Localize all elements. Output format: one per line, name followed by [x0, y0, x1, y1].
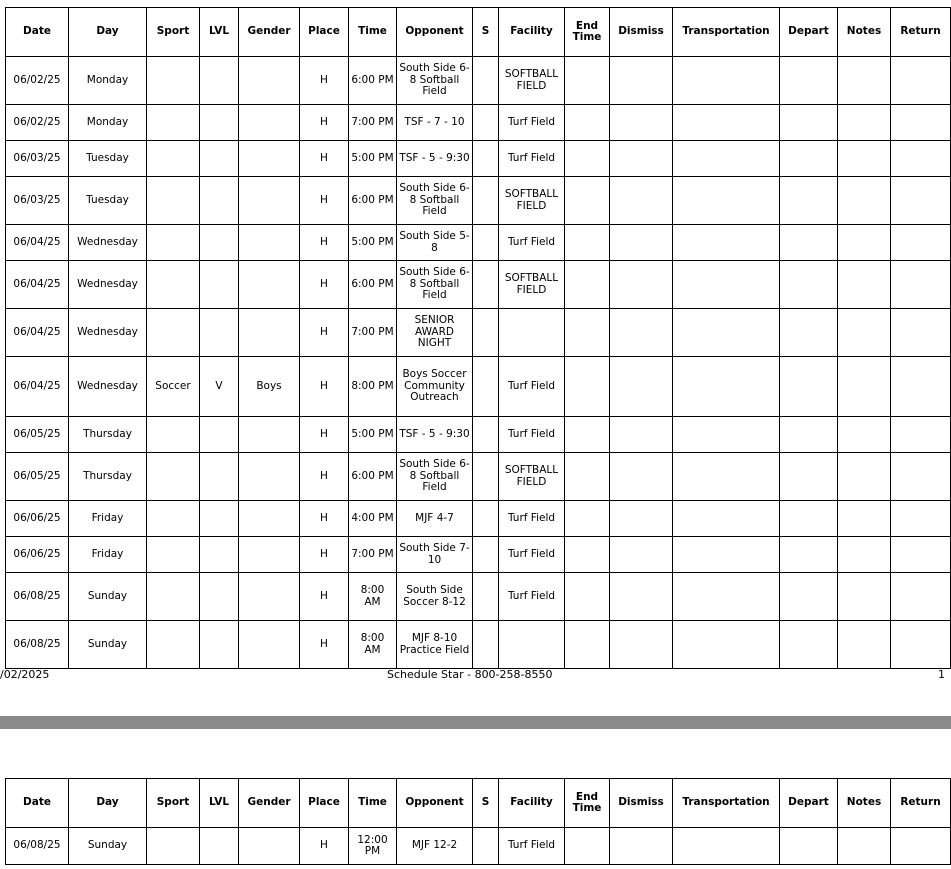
cell-lvl [200, 621, 239, 669]
cell-lvl [200, 105, 239, 141]
cell-end-time [565, 621, 610, 669]
cell-return [891, 141, 951, 177]
cell-lvl [200, 417, 239, 453]
cell-day: Sunday [69, 621, 147, 669]
table-row [6, 177, 951, 225]
column-header-return: Return [891, 779, 951, 828]
cell-facility: Turf Field [499, 417, 565, 453]
cell-time: 6:00 PM [349, 57, 397, 105]
cell-place: H [300, 105, 349, 141]
cell-opponent: South Side 6-8 Softball Field [397, 177, 473, 225]
schedule-table-page-2 [5, 778, 951, 865]
cell-time: 5:00 PM [349, 417, 397, 453]
cell-notes [838, 621, 891, 669]
cell-place: H [300, 828, 349, 865]
cell-day: Friday [69, 501, 147, 537]
cell-time: 12:00 PM [349, 828, 397, 865]
column-header-date: Date [6, 779, 69, 828]
cell-sport [147, 177, 200, 225]
cell-sport [147, 573, 200, 621]
cell-place: H [300, 261, 349, 309]
cell-depart [780, 177, 838, 225]
cell-time: 5:00 PM [349, 141, 397, 177]
cell-time: 6:00 PM [349, 453, 397, 501]
cell-depart [780, 501, 838, 537]
cell-end-time [565, 501, 610, 537]
cell-dismiss [610, 105, 673, 141]
cell-opponent: South Side Soccer 8-12 [397, 573, 473, 621]
cell-facility [499, 621, 565, 669]
cell-sport [147, 417, 200, 453]
cell-opponent: MJF 12-2 [397, 828, 473, 865]
cell-date: 06/04/25 [6, 357, 69, 417]
cell-notes [838, 357, 891, 417]
cell-opponent: SENIOR AWARD NIGHT [397, 309, 473, 357]
cell-transportation [673, 141, 780, 177]
cell-s [473, 261, 499, 309]
cell-end-time [565, 57, 610, 105]
cell-return [891, 621, 951, 669]
cell-dismiss [610, 141, 673, 177]
cell-transportation [673, 417, 780, 453]
cell-facility: SOFTBALL FIELD [499, 453, 565, 501]
cell-date: 06/02/25 [6, 57, 69, 105]
cell-place: H [300, 537, 349, 573]
cell-end-time [565, 828, 610, 865]
cell-date: 06/05/25 [6, 417, 69, 453]
cell-gender [239, 621, 300, 669]
cell-gender [239, 453, 300, 501]
cell-return [891, 573, 951, 621]
cell-return [891, 417, 951, 453]
column-header-sport: Sport [147, 8, 200, 57]
cell-sport [147, 453, 200, 501]
table-row [6, 225, 951, 261]
cell-gender [239, 417, 300, 453]
cell-lvl [200, 57, 239, 105]
cell-depart [780, 57, 838, 105]
cell-lvl [200, 501, 239, 537]
cell-transportation [673, 357, 780, 417]
cell-facility: SOFTBALL FIELD [499, 57, 565, 105]
cell-gender [239, 225, 300, 261]
page-footer [0, 668, 951, 682]
cell-date: 06/06/25 [6, 537, 69, 573]
cell-facility: Turf Field [499, 105, 565, 141]
cell-s [473, 225, 499, 261]
cell-gender: Boys [239, 357, 300, 417]
cell-return [891, 225, 951, 261]
cell-s [473, 357, 499, 417]
column-header-time: Time [349, 8, 397, 57]
cell-opponent: South Side 6-8 Softball Field [397, 57, 473, 105]
cell-notes [838, 453, 891, 501]
cell-transportation [673, 501, 780, 537]
cell-depart [780, 309, 838, 357]
cell-depart [780, 621, 838, 669]
column-header-s: S [473, 779, 499, 828]
cell-opponent: MJF 4-7 [397, 501, 473, 537]
cell-lvl [200, 261, 239, 309]
cell-return [891, 105, 951, 141]
cell-gender [239, 501, 300, 537]
cell-gender [239, 828, 300, 865]
cell-time: 8:00 AM [349, 573, 397, 621]
cell-day: Sunday [69, 573, 147, 621]
cell-dismiss [610, 453, 673, 501]
cell-lvl [200, 177, 239, 225]
cell-transportation [673, 57, 780, 105]
cell-facility: Turf Field [499, 225, 565, 261]
cell-facility: Turf Field [499, 537, 565, 573]
footer-date: /02/2025 [0, 668, 50, 681]
cell-opponent: South Side 6-8 Softball Field [397, 453, 473, 501]
cell-dismiss [610, 621, 673, 669]
column-header-opponent: Opponent [397, 8, 473, 57]
footer-contact: Schedule Star - 800-258-8550 [387, 668, 553, 681]
cell-notes [838, 177, 891, 225]
cell-gender [239, 261, 300, 309]
cell-place: H [300, 225, 349, 261]
cell-sport [147, 57, 200, 105]
cell-depart [780, 225, 838, 261]
cell-sport [147, 141, 200, 177]
cell-notes [838, 141, 891, 177]
table-row [6, 501, 951, 537]
cell-s [473, 828, 499, 865]
cell-depart [780, 453, 838, 501]
cell-return [891, 453, 951, 501]
table-header-row [6, 779, 951, 828]
cell-dismiss [610, 501, 673, 537]
column-header-lvl: LVL [200, 779, 239, 828]
cell-gender [239, 573, 300, 621]
column-header-end-time: End Time [565, 779, 610, 828]
column-header-end-time: End Time [565, 8, 610, 57]
cell-place: H [300, 417, 349, 453]
cell-facility: Turf Field [499, 828, 565, 865]
cell-sport [147, 828, 200, 865]
table-row [6, 105, 951, 141]
table-row [6, 57, 951, 105]
cell-facility [499, 309, 565, 357]
cell-opponent: MJF 8-10 Practice Field [397, 621, 473, 669]
cell-date: 06/04/25 [6, 261, 69, 309]
cell-depart [780, 105, 838, 141]
cell-time: 7:00 PM [349, 309, 397, 357]
cell-return [891, 357, 951, 417]
cell-s [473, 309, 499, 357]
cell-day: Tuesday [69, 177, 147, 225]
cell-lvl: V [200, 357, 239, 417]
cell-transportation [673, 573, 780, 621]
column-header-day: Day [69, 779, 147, 828]
cell-facility: SOFTBALL FIELD [499, 261, 565, 309]
cell-s [473, 621, 499, 669]
cell-place: H [300, 357, 349, 417]
cell-s [473, 141, 499, 177]
cell-day: Wednesday [69, 261, 147, 309]
cell-opponent: Boys Soccer Community Outreach [397, 357, 473, 417]
cell-end-time [565, 453, 610, 501]
cell-s [473, 573, 499, 621]
cell-transportation [673, 177, 780, 225]
cell-gender [239, 105, 300, 141]
cell-dismiss [610, 225, 673, 261]
cell-notes [838, 309, 891, 357]
column-header-time: Time [349, 779, 397, 828]
column-header-notes: Notes [838, 779, 891, 828]
cell-date: 06/03/25 [6, 177, 69, 225]
cell-day: Friday [69, 537, 147, 573]
cell-time: 8:00 AM [349, 621, 397, 669]
column-header-facility: Facility [499, 8, 565, 57]
cell-notes [838, 105, 891, 141]
cell-dismiss [610, 537, 673, 573]
cell-return [891, 828, 951, 865]
cell-lvl [200, 537, 239, 573]
cell-lvl [200, 225, 239, 261]
column-header-notes: Notes [838, 8, 891, 57]
cell-date: 06/04/25 [6, 225, 69, 261]
cell-s [473, 417, 499, 453]
cell-day: Tuesday [69, 141, 147, 177]
cell-facility: SOFTBALL FIELD [499, 177, 565, 225]
table-row [6, 357, 951, 417]
cell-time: 7:00 PM [349, 537, 397, 573]
cell-sport [147, 309, 200, 357]
cell-day: Monday [69, 57, 147, 105]
column-header-transportation: Transportation [673, 779, 780, 828]
cell-dismiss [610, 417, 673, 453]
cell-place: H [300, 141, 349, 177]
column-header-depart: Depart [780, 8, 838, 57]
cell-notes [838, 501, 891, 537]
cell-depart [780, 261, 838, 309]
cell-lvl [200, 828, 239, 865]
page-divider [0, 716, 951, 729]
cell-gender [239, 177, 300, 225]
cell-end-time [565, 225, 610, 261]
cell-s [473, 177, 499, 225]
cell-place: H [300, 309, 349, 357]
cell-sport [147, 105, 200, 141]
table-row [6, 573, 951, 621]
cell-place: H [300, 621, 349, 669]
cell-opponent: TSF - 7 - 10 [397, 105, 473, 141]
column-header-opponent: Opponent [397, 779, 473, 828]
cell-transportation [673, 105, 780, 141]
cell-end-time [565, 141, 610, 177]
cell-place: H [300, 453, 349, 501]
cell-dismiss [610, 261, 673, 309]
cell-notes [838, 537, 891, 573]
cell-s [473, 57, 499, 105]
cell-time: 6:00 PM [349, 261, 397, 309]
cell-depart [780, 573, 838, 621]
column-header-sport: Sport [147, 779, 200, 828]
table-row [6, 141, 951, 177]
cell-end-time [565, 261, 610, 309]
cell-notes [838, 828, 891, 865]
cell-depart [780, 828, 838, 865]
table-row [6, 453, 951, 501]
table-row [6, 828, 951, 865]
cell-transportation [673, 309, 780, 357]
cell-sport: Soccer [147, 357, 200, 417]
cell-date: 06/08/25 [6, 828, 69, 865]
cell-s [473, 453, 499, 501]
cell-time: 4:00 PM [349, 501, 397, 537]
cell-depart [780, 141, 838, 177]
cell-dismiss [610, 177, 673, 225]
cell-time: 7:00 PM [349, 105, 397, 141]
cell-sport [147, 225, 200, 261]
cell-facility: Turf Field [499, 573, 565, 621]
cell-day: Sunday [69, 828, 147, 865]
cell-s [473, 501, 499, 537]
cell-transportation [673, 225, 780, 261]
table-row [6, 309, 951, 357]
cell-day: Wednesday [69, 225, 147, 261]
cell-end-time [565, 177, 610, 225]
cell-lvl [200, 309, 239, 357]
cell-gender [239, 537, 300, 573]
cell-opponent: South Side 6-8 Softball Field [397, 261, 473, 309]
cell-dismiss [610, 573, 673, 621]
cell-opponent: South Side 5-8 [397, 225, 473, 261]
cell-return [891, 501, 951, 537]
cell-notes [838, 225, 891, 261]
cell-lvl [200, 453, 239, 501]
cell-end-time [565, 417, 610, 453]
cell-gender [239, 309, 300, 357]
column-header-s: S [473, 8, 499, 57]
cell-dismiss [610, 357, 673, 417]
cell-return [891, 261, 951, 309]
table-row [6, 537, 951, 573]
cell-lvl [200, 141, 239, 177]
cell-end-time [565, 357, 610, 417]
cell-facility: Turf Field [499, 357, 565, 417]
cell-day: Thursday [69, 453, 147, 501]
cell-facility: Turf Field [499, 501, 565, 537]
cell-time: 6:00 PM [349, 177, 397, 225]
cell-opponent: South Side 7-10 [397, 537, 473, 573]
footer-page-number: 1 [938, 668, 945, 681]
cell-notes [838, 417, 891, 453]
column-header-depart: Depart [780, 779, 838, 828]
cell-s [473, 105, 499, 141]
cell-transportation [673, 453, 780, 501]
cell-day: Wednesday [69, 309, 147, 357]
cell-return [891, 537, 951, 573]
column-header-dismiss: Dismiss [610, 8, 673, 57]
cell-place: H [300, 573, 349, 621]
cell-return [891, 57, 951, 105]
cell-gender [239, 141, 300, 177]
cell-return [891, 177, 951, 225]
cell-day: Wednesday [69, 357, 147, 417]
cell-dismiss [610, 57, 673, 105]
table-row [6, 417, 951, 453]
cell-dismiss [610, 309, 673, 357]
cell-sport [147, 261, 200, 309]
cell-opponent: TSF - 5 - 9:30 [397, 141, 473, 177]
cell-end-time [565, 537, 610, 573]
column-header-place: Place [300, 8, 349, 57]
cell-s [473, 537, 499, 573]
column-header-lvl: LVL [200, 8, 239, 57]
cell-end-time [565, 309, 610, 357]
cell-end-time [565, 573, 610, 621]
table-row [6, 261, 951, 309]
cell-return [891, 309, 951, 357]
column-header-date: Date [6, 8, 69, 57]
cell-transportation [673, 828, 780, 865]
table-header-row [6, 8, 951, 57]
column-header-place: Place [300, 779, 349, 828]
cell-lvl [200, 573, 239, 621]
column-header-dismiss: Dismiss [610, 779, 673, 828]
cell-date: 06/05/25 [6, 453, 69, 501]
cell-date: 06/06/25 [6, 501, 69, 537]
cell-time: 8:00 PM [349, 357, 397, 417]
cell-place: H [300, 177, 349, 225]
cell-depart [780, 357, 838, 417]
column-header-gender: Gender [239, 8, 300, 57]
cell-date: 06/08/25 [6, 621, 69, 669]
cell-place: H [300, 57, 349, 105]
cell-place: H [300, 501, 349, 537]
column-header-transportation: Transportation [673, 8, 780, 57]
cell-notes [838, 573, 891, 621]
cell-depart [780, 537, 838, 573]
cell-notes [838, 261, 891, 309]
cell-transportation [673, 621, 780, 669]
cell-date: 06/08/25 [6, 573, 69, 621]
cell-date: 06/03/25 [6, 141, 69, 177]
cell-sport [147, 501, 200, 537]
cell-sport [147, 537, 200, 573]
cell-transportation [673, 537, 780, 573]
schedule-table [5, 7, 951, 669]
cell-date: 06/04/25 [6, 309, 69, 357]
cell-gender [239, 57, 300, 105]
cell-opponent: TSF - 5 - 9:30 [397, 417, 473, 453]
cell-day: Thursday [69, 417, 147, 453]
column-header-day: Day [69, 8, 147, 57]
cell-date: 06/02/25 [6, 105, 69, 141]
cell-facility: Turf Field [499, 141, 565, 177]
cell-transportation [673, 261, 780, 309]
cell-day: Monday [69, 105, 147, 141]
cell-end-time [565, 105, 610, 141]
column-header-return: Return [891, 8, 951, 57]
table-row [6, 621, 951, 669]
cell-sport [147, 621, 200, 669]
column-header-facility: Facility [499, 779, 565, 828]
cell-dismiss [610, 828, 673, 865]
column-header-gender: Gender [239, 779, 300, 828]
cell-time: 5:00 PM [349, 225, 397, 261]
cell-notes [838, 57, 891, 105]
cell-depart [780, 417, 838, 453]
